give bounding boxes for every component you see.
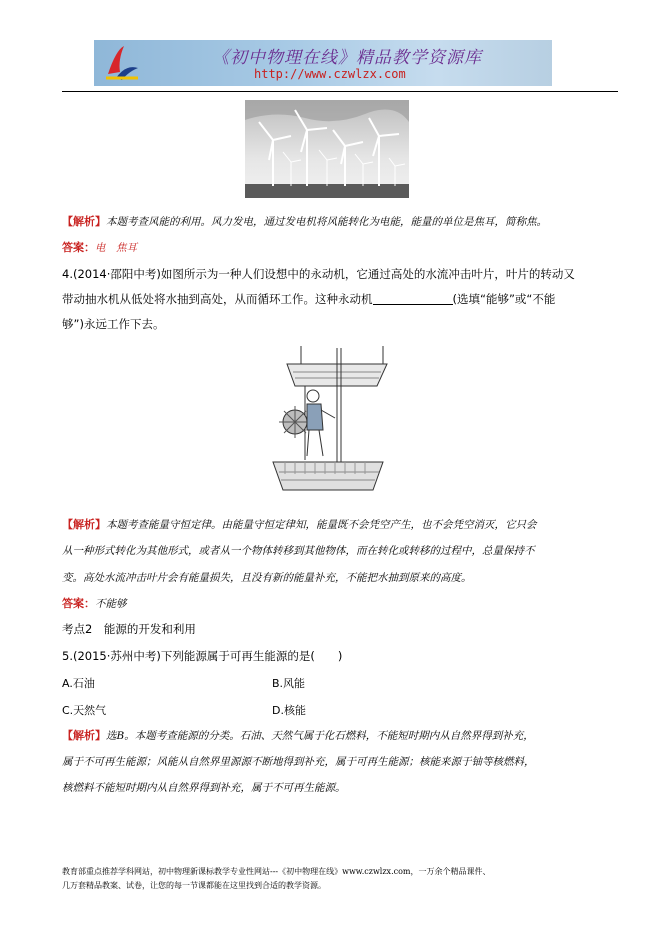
- header-rule: [62, 91, 618, 92]
- header-url[interactable]: http://www.czwlzx.com: [254, 67, 406, 81]
- q5-stem: 5.(2015·苏州中考)下列能源属于可再生能源的是( ): [62, 649, 343, 663]
- answer-label: 答案：: [62, 241, 95, 254]
- answer-text: 不能够: [95, 598, 127, 610]
- analysis-3-line-3: 核燃料不能短时期内从自然界得到补充，属于不可再生能源。: [62, 782, 346, 794]
- footer-line-1: 教育部重点推荐学科网站，初中物理新课标教学专业性网站---《初中物理在线》www.czwlzx.com，一万余个精品课件、: [62, 867, 491, 876]
- analysis-2-line-3: 变。高处水流冲击叶片会有能量损失，且没有新的能量补充，不能把水抽到原来的高度。: [62, 572, 472, 584]
- q5-option-d[interactable]: D.核能: [272, 704, 306, 717]
- analysis-3-line-2: 属于不可再生能源；风能从自然界里源源不断地得到补充，属于可再生能源；核能来源于铀等核燃料，: [62, 756, 535, 768]
- analysis-label: 【解析】: [62, 518, 106, 531]
- header-title: 《初中物理在线》精品教学资源库: [212, 48, 482, 68]
- analysis-2-line-2: 从一种形式转化为其他形式，或者从一个物体转移到其他物体，而在转化或转移的过程中，总量保持不: [62, 545, 535, 557]
- q4-text-before-blank: 带动抽水机从低处将水抽到高处，从而循环工作。这种永动机: [62, 292, 373, 306]
- q5-option-a[interactable]: A.石油: [62, 677, 95, 690]
- footer-line-2: 几万套精品教案、试卷，让您的每一节课都能在这里找到合适的教学资源。: [62, 881, 326, 890]
- q5-option-b[interactable]: B.风能: [272, 677, 306, 690]
- answer-1: [62, 240, 137, 256]
- analysis-3-line-1: [62, 728, 534, 744]
- q4-answer-blank: [373, 292, 453, 305]
- q4-line-1: 4.(2014·邵阳中考)如图所示为一种人们设想中的永动机，它通过高处的水流冲击叶片，叶片的转动又: [62, 267, 575, 281]
- answer-label: 答案：: [62, 597, 95, 610]
- perpetual-machine-figure: [265, 344, 397, 498]
- analysis-1: [62, 214, 547, 230]
- analysis-2-line-1: [62, 517, 537, 533]
- answer-2: [62, 596, 127, 612]
- q4-line-2: [62, 291, 555, 307]
- analysis-text: 本题考查能量守恒定律。由能量守恒定律知，能量既不会凭空产生，也不会凭空消灭，它只会: [106, 519, 537, 531]
- header-banner: [94, 40, 552, 86]
- q4-text-after-blank: (选填“能够”或“不能: [452, 292, 556, 306]
- wind-turbines-photo: [245, 100, 409, 198]
- q5-option-c[interactable]: C.天然气: [62, 704, 107, 717]
- q4-line-3: 够”)永远工作下去。: [62, 317, 165, 331]
- section-title: 考点2 能源的开发和利用: [62, 622, 196, 636]
- analysis-text: 选B。本题考查能源的分类。石油、天然气属于化石燃料，不能短时期内从自然界得到补充，: [106, 730, 534, 742]
- site-logo-icon: [102, 44, 142, 82]
- answer-text: 电 焦耳: [95, 242, 137, 254]
- analysis-text: 本题考查风能的利用。风力发电，通过发电机将风能转化为电能，能量的单位是焦耳，简称焦。: [106, 216, 547, 228]
- analysis-label: 【解析】: [62, 215, 106, 228]
- analysis-label: 【解析】: [62, 729, 106, 742]
